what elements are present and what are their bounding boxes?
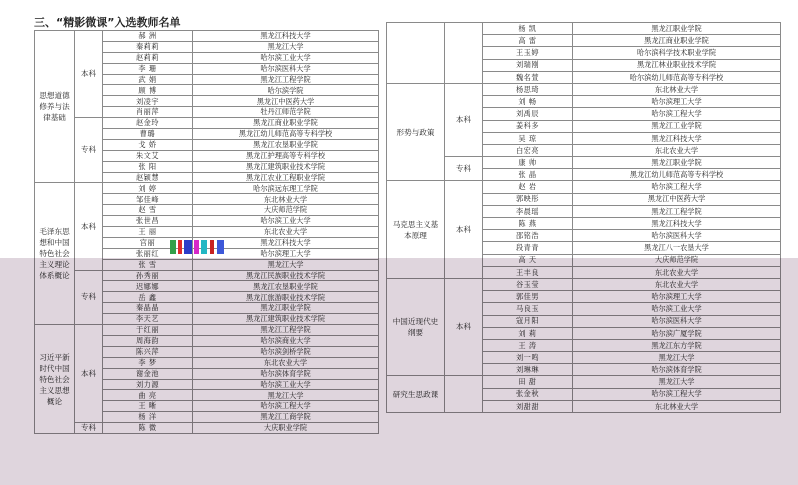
school-name-cell: 哈尔滨广厦学院 xyxy=(573,327,781,339)
teacher-name-cell: 马良玉 xyxy=(483,303,573,315)
teacher-name-cell: 康 帅 xyxy=(483,157,573,169)
category-cell: 马克思主义基本原理 xyxy=(387,181,445,279)
teacher-name-cell: 白宏亮 xyxy=(483,144,573,156)
teacher-name-cell: 谢金池 xyxy=(103,368,193,379)
teacher-name-cell: 谷玉莹 xyxy=(483,278,573,290)
school-name-cell: 牡丹江师范学院 xyxy=(193,107,379,118)
school-name-cell: 黑龙江农垦职业学院 xyxy=(193,139,379,150)
school-name-cell: 黑龙江工商学院 xyxy=(193,412,379,423)
teacher-name-cell: 王 涛 xyxy=(483,339,573,351)
school-name-cell: 黑龙江职业学院 xyxy=(573,23,781,35)
school-name-cell: 黑龙江农业工程职业学院 xyxy=(193,172,379,183)
level-cell: 本科 xyxy=(445,181,483,279)
teacher-name-cell: 王玉婷 xyxy=(483,47,573,59)
teacher-name-cell: 刘琳琳 xyxy=(483,364,573,376)
table-row xyxy=(35,325,379,336)
school-name-cell: 黑龙江大学 xyxy=(193,259,379,270)
school-name-cell: 哈尔滨医科大学 xyxy=(193,63,379,74)
level-cell xyxy=(445,23,483,84)
right-table-body xyxy=(387,23,781,413)
teacher-name-cell: 段青青 xyxy=(483,242,573,254)
category-cell: 研究生思政课 xyxy=(387,376,445,413)
school-name-cell: 哈尔滨医科大学 xyxy=(573,230,781,242)
teacher-name-cell: 邹佳峰 xyxy=(103,194,193,205)
teacher-name-cell: 王 晰 xyxy=(103,401,193,412)
right-teacher-table xyxy=(386,22,781,413)
teacher-name-cell: 郝 洲 xyxy=(103,31,193,42)
school-name-cell: 哈尔滨工业大学 xyxy=(573,303,781,315)
school-name-cell: 大庆师范学院 xyxy=(193,205,379,216)
teacher-name-cell: 杨 洋 xyxy=(103,412,193,423)
page-title: 三、“精影微课”入选教师名单 xyxy=(34,16,181,29)
teacher-name-cell: 李天艺 xyxy=(103,314,193,325)
level-cell: 本科 xyxy=(445,278,483,376)
teacher-name-cell: 赵颖慧 xyxy=(103,172,193,183)
school-name-cell: 东北林业大学 xyxy=(573,83,781,95)
level-cell: 本科 xyxy=(445,83,483,156)
school-name-cell: 哈尔滨体育学院 xyxy=(573,364,781,376)
teacher-name-cell: 李 梦 xyxy=(103,357,193,368)
teacher-name-cell: 迟娜娜 xyxy=(103,281,193,292)
school-name-cell: 黑龙江大学 xyxy=(193,41,379,52)
school-name-cell: 黑龙江旅游职业技术学院 xyxy=(193,292,379,303)
table-row xyxy=(35,270,379,281)
teacher-name-cell: 顾 博 xyxy=(103,85,193,96)
level-cell: 本科 xyxy=(75,325,103,423)
school-name-cell: 哈尔滨工程大学 xyxy=(193,401,379,412)
teacher-name-cell: 王丰良 xyxy=(483,266,573,278)
teacher-name-cell: 郭映彤 xyxy=(483,193,573,205)
school-name-cell: 东北农业大学 xyxy=(573,266,781,278)
school-name-cell: 黑龙江大学 xyxy=(573,352,781,364)
school-name-cell: 哈尔滨医科大学 xyxy=(573,315,781,327)
table-row xyxy=(387,83,781,95)
school-name-cell: 黑龙江民族职业技术学院 xyxy=(193,270,379,281)
teacher-name-cell: 刘 畅 xyxy=(483,96,573,108)
school-name-cell: 哈尔滨远东理工学院 xyxy=(193,183,379,194)
school-name-cell: 哈尔滨科学技术职业学院 xyxy=(573,47,781,59)
teacher-name-cell: 陈 燕 xyxy=(483,218,573,230)
teacher-name-cell: 寇月阳 xyxy=(483,315,573,327)
school-name-cell: 哈尔滨理工大学 xyxy=(573,291,781,303)
level-cell: 本科 xyxy=(75,31,103,118)
teacher-name-cell: 肖丽萍 xyxy=(103,107,193,118)
school-name-cell: 黑龙江科技大学 xyxy=(573,132,781,144)
teacher-name-cell: 张金秋 xyxy=(483,388,573,400)
school-name-cell: 大庆师范学院 xyxy=(573,254,781,266)
school-name-cell: 黑龙江大学 xyxy=(573,376,781,388)
teacher-name-cell: 赵 岩 xyxy=(483,181,573,193)
teacher-name-cell: 武 娟 xyxy=(103,74,193,85)
school-name-cell: 黑龙江八一农垦大学 xyxy=(573,242,781,254)
teacher-name-cell: 姜科多 xyxy=(483,120,573,132)
school-name-cell: 东北林业大学 xyxy=(573,400,781,412)
teacher-name-cell: 岳 鑫 xyxy=(103,292,193,303)
school-name-cell: 东北林业大学 xyxy=(193,194,379,205)
level-cell: 专科 xyxy=(75,270,103,324)
teacher-name-cell: 魏名萱 xyxy=(483,71,573,83)
teacher-name-cell: 朱文艾 xyxy=(103,150,193,161)
school-name-cell: 黑龙江中医药大学 xyxy=(573,193,781,205)
school-name-cell: 大庆职业学院 xyxy=(193,423,379,434)
teacher-name-cell: 刘 婷 xyxy=(103,183,193,194)
teacher-name-cell: 杨思琦 xyxy=(483,83,573,95)
school-name-cell: 东北农业大学 xyxy=(573,278,781,290)
teacher-name-cell: 刘甜甜 xyxy=(483,400,573,412)
school-name-cell: 黑龙江工程学院 xyxy=(193,74,379,85)
school-name-cell: 黑龙江林业职业技术学院 xyxy=(573,59,781,71)
table-row xyxy=(387,23,781,35)
teacher-name-cell: 李晨瑶 xyxy=(483,205,573,217)
teacher-name-cell: 刘一鸣 xyxy=(483,352,573,364)
school-name-cell: 哈尔滨学院 xyxy=(193,85,379,96)
school-name-cell: 哈尔滨工业大学 xyxy=(193,379,379,390)
category-cell: 毛泽东思想和中国特色社会主义理论体系概论 xyxy=(35,183,75,325)
teacher-name-cell: 王 丽 xyxy=(103,227,193,238)
level-cell: 专科 xyxy=(75,423,103,434)
teacher-name-cell: 邵铭浩 xyxy=(483,230,573,242)
teacher-name-cell: 高 天 xyxy=(483,254,573,266)
teacher-name-cell: 宫丽 xyxy=(103,237,193,248)
level-cell: 专科 xyxy=(75,118,103,183)
teacher-name-cell: 刘凌宇 xyxy=(103,96,193,107)
school-name-cell: 哈尔滨剑桥学院 xyxy=(193,346,379,357)
school-name-cell: 黑龙江商业职业学院 xyxy=(193,118,379,129)
teacher-name-cell: 孙秀丽 xyxy=(103,270,193,281)
teacher-name-cell: 张世昌 xyxy=(103,216,193,227)
table-row xyxy=(387,181,781,193)
teacher-name-cell: 杨 凯 xyxy=(483,23,573,35)
school-name-cell: 黑龙江农垦职业学院 xyxy=(193,281,379,292)
school-name-cell: 黑龙江科技大学 xyxy=(573,218,781,230)
school-name-cell: 哈尔滨幼儿师范高等专科学校 xyxy=(573,71,781,83)
teacher-name-cell: 赵 雪 xyxy=(103,205,193,216)
teacher-name-cell: 吴 琼 xyxy=(483,132,573,144)
school-name-cell: 哈尔滨工程大学 xyxy=(573,108,781,120)
school-name-cell: 哈尔滨商业大学 xyxy=(193,335,379,346)
school-name-cell: 东北农业大学 xyxy=(193,357,379,368)
teacher-name-cell: 秦晶晶 xyxy=(103,303,193,314)
teacher-name-cell: 赵金玲 xyxy=(103,118,193,129)
table-row xyxy=(387,278,781,290)
teacher-name-cell: 曲 亮 xyxy=(103,390,193,401)
school-name-cell: 黑龙江幼儿师范高等专科学校 xyxy=(193,129,379,140)
school-name-cell: 黑龙江建筑职业技术学院 xyxy=(193,161,379,172)
school-name-cell: 黑龙江工程学院 xyxy=(573,205,781,217)
level-cell: 专科 xyxy=(445,157,483,181)
school-name-cell: 黑龙江中医药大学 xyxy=(193,96,379,107)
teacher-name-cell: 周海韵 xyxy=(103,335,193,346)
teacher-name-cell: 张 雪 xyxy=(103,259,193,270)
teacher-name-cell: 李 珊 xyxy=(103,63,193,74)
school-name-cell: 哈尔滨理工大学 xyxy=(573,96,781,108)
teacher-name-cell: 曹璐 xyxy=(103,129,193,140)
school-name-cell: 黑龙江建筑职业技术学院 xyxy=(193,314,379,325)
teacher-name-cell: 刘 莉 xyxy=(483,327,573,339)
school-name-cell: 黑龙江护理高等专科学校 xyxy=(193,150,379,161)
teacher-name-cell: 高 雷 xyxy=(483,35,573,47)
left-teacher-table xyxy=(34,30,379,434)
teacher-name-cell: 张丽红 xyxy=(103,248,193,259)
category-cell: 思想道德修养与法律基础 xyxy=(35,31,75,183)
teacher-name-cell: 陈 微 xyxy=(103,423,193,434)
school-name-cell: 黑龙江科技大学 xyxy=(193,31,379,42)
teacher-name-cell: 戈 娇 xyxy=(103,139,193,150)
left-table-body xyxy=(35,31,379,434)
level-cell xyxy=(445,376,483,413)
table-row xyxy=(35,118,379,129)
school-name-cell: 黑龙江科技大学 xyxy=(193,237,379,248)
table-row xyxy=(35,183,379,194)
school-name-cell: 黑龙江大学 xyxy=(193,390,379,401)
school-name-cell: 东北农业大学 xyxy=(193,227,379,238)
school-name-cell: 哈尔滨体育学院 xyxy=(193,368,379,379)
school-name-cell: 黑龙江职业学院 xyxy=(573,157,781,169)
school-name-cell: 东北农业大学 xyxy=(573,144,781,156)
school-name-cell: 黑龙江商业职业学院 xyxy=(573,35,781,47)
school-name-cell: 黑龙江幼儿师范高等专科学校 xyxy=(573,169,781,181)
table-row xyxy=(387,157,781,169)
category-cell: 中国近现代史纲要 xyxy=(387,278,445,376)
teacher-name-cell: 于红丽 xyxy=(103,325,193,336)
teacher-name-cell: 赵莉莉 xyxy=(103,52,193,63)
school-name-cell: 哈尔滨工程大学 xyxy=(573,388,781,400)
table-row xyxy=(35,31,379,42)
school-name-cell: 黑龙江工业学院 xyxy=(573,120,781,132)
teacher-name-cell: 陈兴萍 xyxy=(103,346,193,357)
school-name-cell: 黑龙江东方学院 xyxy=(573,339,781,351)
school-name-cell: 哈尔滨工业大学 xyxy=(193,216,379,227)
teacher-name-cell: 田 甜 xyxy=(483,376,573,388)
category-cell xyxy=(387,23,445,84)
teacher-name-cell: 刘禹辰 xyxy=(483,108,573,120)
category-cell: 习近平新时代中国特色社会主义思想概论 xyxy=(35,325,75,434)
teacher-name-cell: 刘力源 xyxy=(103,379,193,390)
school-name-cell: 哈尔滨工程大学 xyxy=(573,181,781,193)
level-cell: 本科 xyxy=(75,183,103,270)
category-cell: 形势与政策 xyxy=(387,83,445,181)
school-name-cell: 哈尔滨工业大学 xyxy=(193,52,379,63)
teacher-name-cell: 张 晶 xyxy=(483,169,573,181)
teacher-name-cell: 张 阳 xyxy=(103,161,193,172)
school-name-cell: 黑龙江职业学院 xyxy=(193,303,379,314)
school-name-cell: 黑龙江工程学院 xyxy=(193,325,379,336)
school-name-cell: 哈尔滨理工大学 xyxy=(193,248,379,259)
table-row xyxy=(387,376,781,388)
teacher-name-cell: 秦莉莉 xyxy=(103,41,193,52)
teacher-name-cell: 郭佳男 xyxy=(483,291,573,303)
teacher-name-cell: 刘瑞刚 xyxy=(483,59,573,71)
table-row xyxy=(35,423,379,434)
